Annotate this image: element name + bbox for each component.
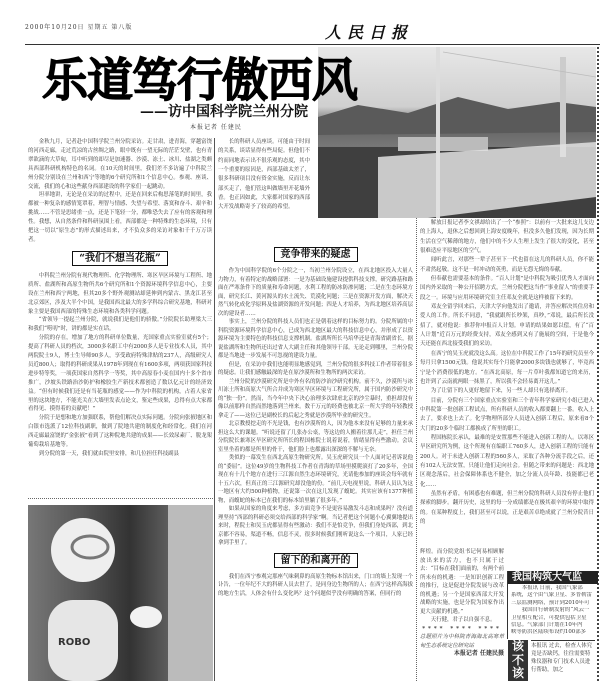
news-line: 信息。气象部门计划在10年内 <box>511 622 583 629</box>
paragraph: 程国栋院长承认，最难的是安置那些不能进入创新工程的人。以寒区旱区研究所为例，这个所现有在编职工760多人，进入创新工程的只能有200人。对于未进入创新工程的560多人，采取了各种分流手段之后，还有102人无法安置，只能让他们走向社会。但随之带来的问题是：西北地区观念落后，社会保障体系也不健全，加之分流人员年龄、技能都已老化…… <box>420 434 594 488</box>
paragraph: 中科院兰州分院有现代物理所、化学物理所、寒区旱区环境与工程所、地质所、盐湖所和高原生物所共6个研究所和1个资源环境科学信息中心，主要设在兰州和西宁两地，但其20多个野外观测站却延伸到内蒙古、黑龙江甚至北京郊区，涉及大半个中国，是我国西北最大的多学科综合研究基地，科研对象主要是我国西部的特殊生态环境和各类科学问题。 <box>28 272 212 315</box>
section-heading: 留下的和离开的 <box>274 553 358 568</box>
article-subtitle: ——访中国科学院兰州分院 <box>140 104 308 120</box>
section-heading: “我们不想当花瓶” <box>72 251 168 266</box>
paragraph: 为了让留下的人更好地留下来，另一些人却只有选择离开。 <box>430 388 571 395</box>
vertical-title <box>508 640 528 681</box>
robot-hand <box>130 606 162 628</box>
paragraph: 长的科研人员座谈。可能由于时间的关系，谈话显得有些局促。但他们不约而同地表示出不很乐观的态度，其中一个重要的原因是，西部基础太差了，很多科研项目没有资金实施，反而让东部买走了，他们管这叫做墙里开花墙外香。也正因如此，大家都对国家的西部大开发战略寄予了较高的希望。 <box>218 139 310 211</box>
photo-credit: 本报记者 任建民摄 <box>453 650 504 657</box>
vertical-title-char: 该 <box>511 639 524 653</box>
glass-door <box>168 505 213 681</box>
paragraph: 到分院的第一天，我们就由院里安排，和几位担任科技副县 <box>38 451 179 457</box>
side-news-body <box>508 584 598 637</box>
photo-divider <box>28 498 213 499</box>
robot-logo: ROBO <box>58 637 91 648</box>
paragraph: 类似的一幕发生在西北高原生物研究所。吴玉虎研究员一个人面对记者诉说他的“委屈”。这位49岁的生物科技工作者在青海的草场里摸爬滚打了20多年，全国现在有十几个地方在进行三江源自然生态环境研究，光请他参加的座谈会每年就有十五六次，但真正的三江源研究却没他的份。“前几天电视里说，科研人员认为这一地区有大约500种植物，还说第一次在这儿发现了蝮蛇。其实应该有1377种植物，而蝮蛇的标本已在我们的标本馆里躺了很多年。” <box>218 455 413 504</box>
vertical-title-char: 不 <box>511 652 524 667</box>
paragraph: “省领导一提起兰州分院，就说我们是他们的骄傲。”分院院长助理梁大三和我们“唠叨”时，讲的都是实在话。 <box>28 317 212 333</box>
section-heading: 竞争带来的疑虑 <box>274 247 358 262</box>
paragraph: 分院的存在，增加了地方的科研单位数量，光国家重点实验室就有5个；提高了科研人员的档次，3000多名职工中有2000多人是专业技术人员，其中两院院士9人，博士生导师90多人，享受政府特殊津贴的237人，高级研究人员近800人；取得的科研成果从1978年到现在有1600多项，两项获国家科技进步特等奖，一项获国家自然科学一等奖，其中高原春小麦在国内十多个省市推广，沙坡头铁路治沙防护和橡胶生产新技术都创造了数以亿元计的经济效益。“但有时候我们还是有当花瓶的感觉——作为中科院的机构，占着人家省里的这块地方，不能光关在大墙里发表点论文，鉴定些成果，总得有点大家都看得见、摸得着的贡献吧！” <box>28 335 212 413</box>
headline-photo-grassland-station <box>318 47 596 218</box>
paragraph: 辉煌。而分院党组书记何易相顾解放出来的活力，也不只属于过去：“目标在我们面前的，有两个前所未有的机遇：一是知识创新工程的推行，这是促进分院发展与改革的机遇；另一个是国家西部大开发战略的实施，也是分院为国家作出更大贡献的机遇。” <box>420 549 504 615</box>
paragraph: 分院于是想和地方加强联系，帮他们解决点实际问题。分院向张掖地区和白银市选派了12位科技副职，做到了院地共建的制度化和经常化。我们在河西走廊最富饶的“金张掖”看到了这种院地共建的成果——长效尿素厂、脱龙架葡萄栽培基地等。 <box>28 415 212 449</box>
station-scene-illustration <box>318 47 596 218</box>
buildings <box>398 137 488 151</box>
news-line: 卫星相互配合，可提供包括卫星 <box>511 614 587 621</box>
middle-column <box>218 248 413 598</box>
paragraph: 邓友全留学回来后，天津大学向他发出了邀请，并答应解决其住房和爱人的工作。所长不同意，“我就跟所长吵架，真吵，”邓说，最后所长没招了，就对他说：推荐你申报百人计划。申请的结果如愿以偿，有了“百人计划”近百万元的经费支持，邓友全感到又有了施展的空间，于是他今天还能在西北接受我们的采访。 <box>420 304 594 348</box>
section-separator: **** **** **** <box>422 625 502 632</box>
news-line: 本报讯 日前，我国气象部 <box>521 585 583 591</box>
vertical-title-char: 该 <box>511 666 524 680</box>
paragraph: 作为中国科学院的6个分院之一，当初兰州分院设立，在西北地区投入大量人力物力，有着特定的战略部署：一是为基础设施建设提供科技支撑，研究路基和路面在严寒条件下的质量和寿命问题，水利工程的防冰防渗问题；二是在生态环境方面，研究长江、黄河源头的水土流失、荒漠化问题；三是在资源开发方面，解决天然气转化成化学原料及盐湖资源的开发问题；四是人才培养，为西北地区培养高层次的建设者…… <box>218 268 413 317</box>
side-news-headline: 我国构筑大气监 <box>508 571 598 584</box>
news-line: 三层监测网络，预计到2010年可 <box>511 599 590 606</box>
paragraph: 事实上，兰州分院的科技人员们也正是朝着这样的目标努力的。分院所属的中科院资源环境科学信息中心，已成为西北地区最大的科技信息中心，并形成了以资源环境为主要特色的科技信息支撑机制。盐湖所所长马培华还是青海省副省长，据说盐湖所和生物所还出过省人大副主任和其他领导干部。无论走到哪里，兰州分院都是当地进一步发展不可忽视的建设力量。 <box>218 319 413 359</box>
paragraph: 金秋九月，记者赴中国科学院兰州分院采访。走甘肃，进青海，穿越富饶的河西走廊，走过荒凉的古丝绸之路，眼中既有一望无际的茫茫戈壁，也有青翠欲滴的大草甸，耳中听到的却尽是加速器、沙漠、冻土、冰川、盐湖之类颇具西部科研机构特色的名词。在10天的时间里，我们差不多访遍了中科院兰州分院分别设在兰州和西宁等地的6个研究所和1个信息中心。参观、座谈、交流，我们的心和这些献身西部建设的科学家们一起跳动。 <box>28 139 212 190</box>
left-column <box>28 138 212 459</box>
side-news-2-body: 本报讯 过去，检查人体究竟是否缺钙，往往需要特殊仪器和专门技术人员进行帮助，加之 <box>531 640 595 683</box>
news-line: 我国自行研制发射的“风云一 <box>521 607 590 614</box>
paragraph: 但是，在采访中我们也能明显地感觉到，兰州分院的很多科技工作者带着很多的疑虑。让我们感触最深的是在原沙漠所和生物所的两次采访。 <box>218 361 413 376</box>
robot-illustration <box>28 505 213 681</box>
column-rule <box>416 218 417 681</box>
paragraph: 坦率地讲，无论是在采访的过程中，还是在回来后构思落笔的时间里，我都被一种复杂的感情笼罩着，理智与情感、失望与希望、落寞和奋斗、艰辛和挑战……不管是思绪重一点，还是下笔轻一分，都唯恐失去了应有的客观和理性。我想，从自然条件和科研氛围上看，西部都是一种特殊的生态环境，只有把这一切以“原生态”的形式描述出来，才不负众多的采访对象和千千万万读者。 <box>28 192 212 243</box>
side-news-box <box>507 571 598 639</box>
byline: 本报记者 任建民 <box>190 124 242 131</box>
right-column <box>420 219 594 527</box>
paragraph: 兰州分院的沙漠研究所是中外有名的防沙治沙研究机构。前不久，沙漠所与冰川冻土所和高原大气所合并成为寒区旱区环境与工程研究所，属于国内防沙研究中的“独一份”。然而，当今年中央下决心治理多次肆虐北京的沙尘暴时，重担却没有像以前那样自然而然地落到兰州来。数千万元的经费也被北京一所大学的年轻教授拿走了——这位已是副校长的后起之秀就是沙漠所毕业的研究生。 <box>218 378 413 419</box>
robot-photo <box>28 505 213 681</box>
paragraph: 虽然有矛盾，有困惑也有难题，但兰州分院的科研人员没有停止他们探索的脚步。翻开历史，这里的每一分成绩都是在极其艰辛的环境中取得的。在某种程度上，我们甚至可以说，正是艰苦卓绝成就了兰州分院昔日的 <box>420 490 594 525</box>
date-line: 2000年10月20日 星期五 第八版 <box>25 24 133 31</box>
paragraph: 如果从国家的角度来考虑，多方面竞争不是更容易激发斗志和成果吗？没有道理坚持“西部的科研必须交给西部的科学家”啊。当记者把这个问题小心翼翼地提出来时，程院士和吴玉虎都显得有些激动：我们不是怕竞争，但我们身处西部，到北京都不容易，渠道不畅，信息不灵，很多时候我们刚听说这么一个项目，人家已经拿到手里了。 <box>218 506 413 546</box>
middle-column-top <box>218 138 310 213</box>
news-line: 峡等防洪区陆续布设约100部多 <box>511 629 586 636</box>
paragraph: 解放日报记者李文祺却给出了一个“参照”：以前有一大批来这儿支边的上海人，退休之后想回到上海安度晚年，但没多久他们发现，因为长期生活在空气稀薄的地方，他们中的不少人生理上发生了很大的变化，甚至很难适应平原地区的空气。 <box>420 220 594 255</box>
article-title: 乐道笃行傲西风 <box>42 53 357 107</box>
photo-caption: 总题照片为中科院青海海北高寒草甸生态系统定位研究站 <box>420 634 504 649</box>
paragraph: 目前，分院有三个国家重点实验室和三个青年科学家研究小组已进入中科院第一批创新工程试点，所有科研人员的收入都要翻上一番。收入上去了，要求也上去了。化学物理所部分人员进入创新工程后，原来看8个大门的20多个临时工都换成了所里的职工。 <box>420 397 594 432</box>
mountains <box>318 97 596 135</box>
paragraph: 闻听此言，对那些一辈子甚至下一代也留在这儿的科研人员，你不能不肃然起敬。这不是一时冲动的英勇，而是无怨无悔的奉献。 <box>420 257 594 273</box>
paragraph: 但奉献也需要基本的条件。“百人计划”是中科院为吸引优秀人才面向国内外采取的一种公开招聘方式，兰州分院把这当作“事业留人”的重要手段之一。环境与应用环境研究室主任邓友全就是这样被留下来的。 <box>420 276 594 301</box>
paragraph: 天行健，君子以自强不息。 <box>430 617 496 623</box>
news-line: 系统，这个由气象卫星、多普勒雷 <box>511 592 592 599</box>
wire <box>443 52 596 77</box>
right-column-narrow <box>420 548 504 659</box>
paragraph: 在西宁的吴玉虎就没这么高。这位在中科院工作了15年的研究员至今每月只拿1500元钱。他说其实每个月能拿2000多块钱也就够了，毕竟西宁是个消费很低的地方。“在西北高原，每一片草叶我都知道它的来历，也许到了云南就两眼一抹黑了，所以我不会轻易离开这儿。” <box>420 350 594 385</box>
robot-head <box>51 518 115 582</box>
paragraph: 北京教授挖走的不光是钱，也有沙漠所的人，因为他本来没有足够的力量来承担这么大的课题。“听说还留了几张办公桌，等这边的人搬着往那儿走”，担任兰州分院院长兼寒区旱区研究所所长的程国栋院士说着说着，情绪显得有些激动。会议室里坐着的都是所里的骨干，他们脸上也都露出深深的不解与无奈。 <box>218 421 413 453</box>
paragraph: 我们在西宁参观完那座气味刺鼻的高原生物标本馆出来，门口的墙上发现一个讣告，一位年纪不大的科研人员去世了，是同身边生物所的人；在西宁这样高海拔的地方生活，人体会有什么变化吗？这个问题似乎没有明确的答案，但同行的 <box>218 573 413 597</box>
column-rule <box>214 138 215 681</box>
masthead-logo: 人民日报 <box>325 23 414 42</box>
